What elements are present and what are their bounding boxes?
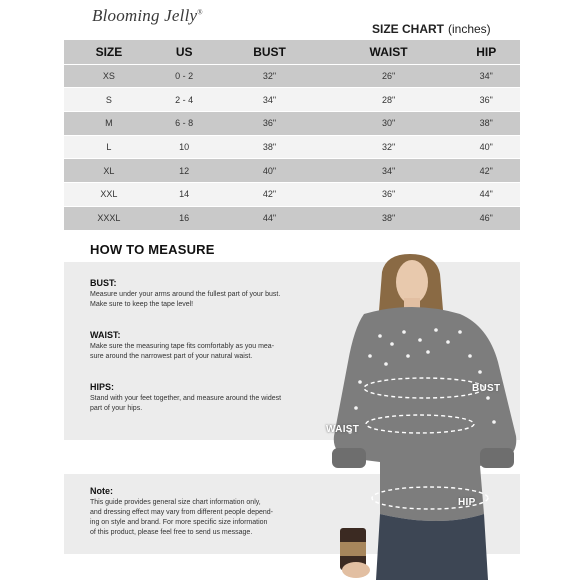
cell-us: 16 <box>154 206 215 230</box>
bust-instructions <box>90 278 320 310</box>
hips-instructions <box>90 382 320 414</box>
table-row <box>64 135 520 159</box>
header-hip: HIP <box>476 44 497 59</box>
hip-overlay-label: HIP <box>458 497 476 508</box>
cell-waist: 36" <box>325 182 453 206</box>
cell-bust: 38" <box>215 135 325 159</box>
size-chart-title <box>372 22 491 36</box>
header-bust: BUST <box>253 44 286 59</box>
header-us: US <box>175 44 193 59</box>
model-jeans <box>376 514 488 580</box>
cell-hip: 34" <box>453 64 520 88</box>
cell-size: XS <box>64 64 154 88</box>
cell-hip: 44" <box>453 182 520 206</box>
cell-us: 6 - 8 <box>154 111 215 135</box>
cell-us: 2 - 4 <box>154 88 215 112</box>
cell-bust: 32" <box>215 64 325 88</box>
cell-hip: 42" <box>453 159 520 183</box>
coffee-cup-sleeve <box>340 542 366 556</box>
registered-mark: ® <box>197 8 203 17</box>
cell-waist: 26" <box>325 64 453 88</box>
table-row <box>64 159 520 183</box>
size-chart-table <box>64 40 520 230</box>
cell-waist: 38" <box>325 206 453 230</box>
waist-instructions <box>90 330 320 362</box>
model-hand <box>342 562 370 578</box>
cell-waist: 30" <box>325 111 453 135</box>
table-header-row <box>64 40 520 64</box>
cell-bust: 34" <box>215 88 325 112</box>
cell-bust: 42" <box>215 182 325 206</box>
bust-overlay-label: BUST <box>472 383 501 394</box>
note-text-line2: and dressing effect may vary from different people depend- <box>90 509 274 516</box>
cell-size: S <box>64 88 154 112</box>
waist-text-line2: sure around the narrowest part of your natural waist. <box>90 353 253 360</box>
cell-us: 12 <box>154 159 215 183</box>
table-row <box>64 206 520 230</box>
sweater-cuff-left <box>332 448 366 468</box>
cell-us: 0 - 2 <box>154 64 215 88</box>
note-text-line1: This guide provides general size chart information only, <box>90 499 261 506</box>
bust-heading: BUST: <box>90 278 117 288</box>
cell-waist: 34" <box>325 159 453 183</box>
cell-size: XXXL <box>64 206 154 230</box>
waist-heading: WAIST: <box>90 330 121 340</box>
cell-waist: 32" <box>325 135 453 159</box>
table-row <box>64 182 520 206</box>
size-chart-heading: SIZE CHART <box>372 22 444 36</box>
note-heading: Note: <box>90 486 113 496</box>
note-text-line3: ing on style and brand. For more specific size information <box>90 519 268 526</box>
table-row <box>64 88 520 112</box>
cell-us: 14 <box>154 182 215 206</box>
table-row <box>64 64 520 88</box>
bust-text-line2: Make sure to keep the tape level! <box>90 301 194 308</box>
cell-waist: 28" <box>325 88 453 112</box>
note-section <box>90 486 318 538</box>
size-chart-unit: (inches) <box>448 22 491 36</box>
waist-text-line1: Make sure the measuring tape fits comfortably as you mea- <box>90 343 275 350</box>
model-face <box>396 260 428 304</box>
cell-bust: 44" <box>215 206 325 230</box>
bust-text-line1: Measure under your arms around the fullest part of your bust. <box>90 291 281 298</box>
table-row <box>64 111 520 135</box>
brand-logo <box>92 6 203 26</box>
cell-hip: 46" <box>453 206 520 230</box>
header-waist: WAIST <box>369 44 408 59</box>
cell-size: XL <box>64 159 154 183</box>
cell-us: 10 <box>154 135 215 159</box>
note-text-line4: of this product, please feel free to send us message. <box>90 529 253 536</box>
cell-hip: 38" <box>453 111 520 135</box>
how-to-measure-title: HOW TO MEASURE <box>90 242 215 257</box>
cell-bust: 40" <box>215 159 325 183</box>
model-illustration <box>320 252 520 580</box>
hips-heading: HIPS: <box>90 382 115 392</box>
cell-size: XXL <box>64 182 154 206</box>
sweater-body <box>334 307 517 521</box>
cell-bust: 36" <box>215 111 325 135</box>
brand-name: Blooming Jelly <box>92 6 198 25</box>
sweater-cuff-right <box>480 448 514 468</box>
hips-text-line2: part of your hips. <box>90 405 143 412</box>
waist-overlay-label: WAIST <box>326 424 360 435</box>
hips-text-line1: Stand with your feet together, and measure around the widest <box>90 395 282 402</box>
cell-size: M <box>64 111 154 135</box>
cell-size: L <box>64 135 154 159</box>
header-size: SIZE <box>95 44 123 59</box>
cell-hip: 40" <box>453 135 520 159</box>
cell-hip: 36" <box>453 88 520 112</box>
